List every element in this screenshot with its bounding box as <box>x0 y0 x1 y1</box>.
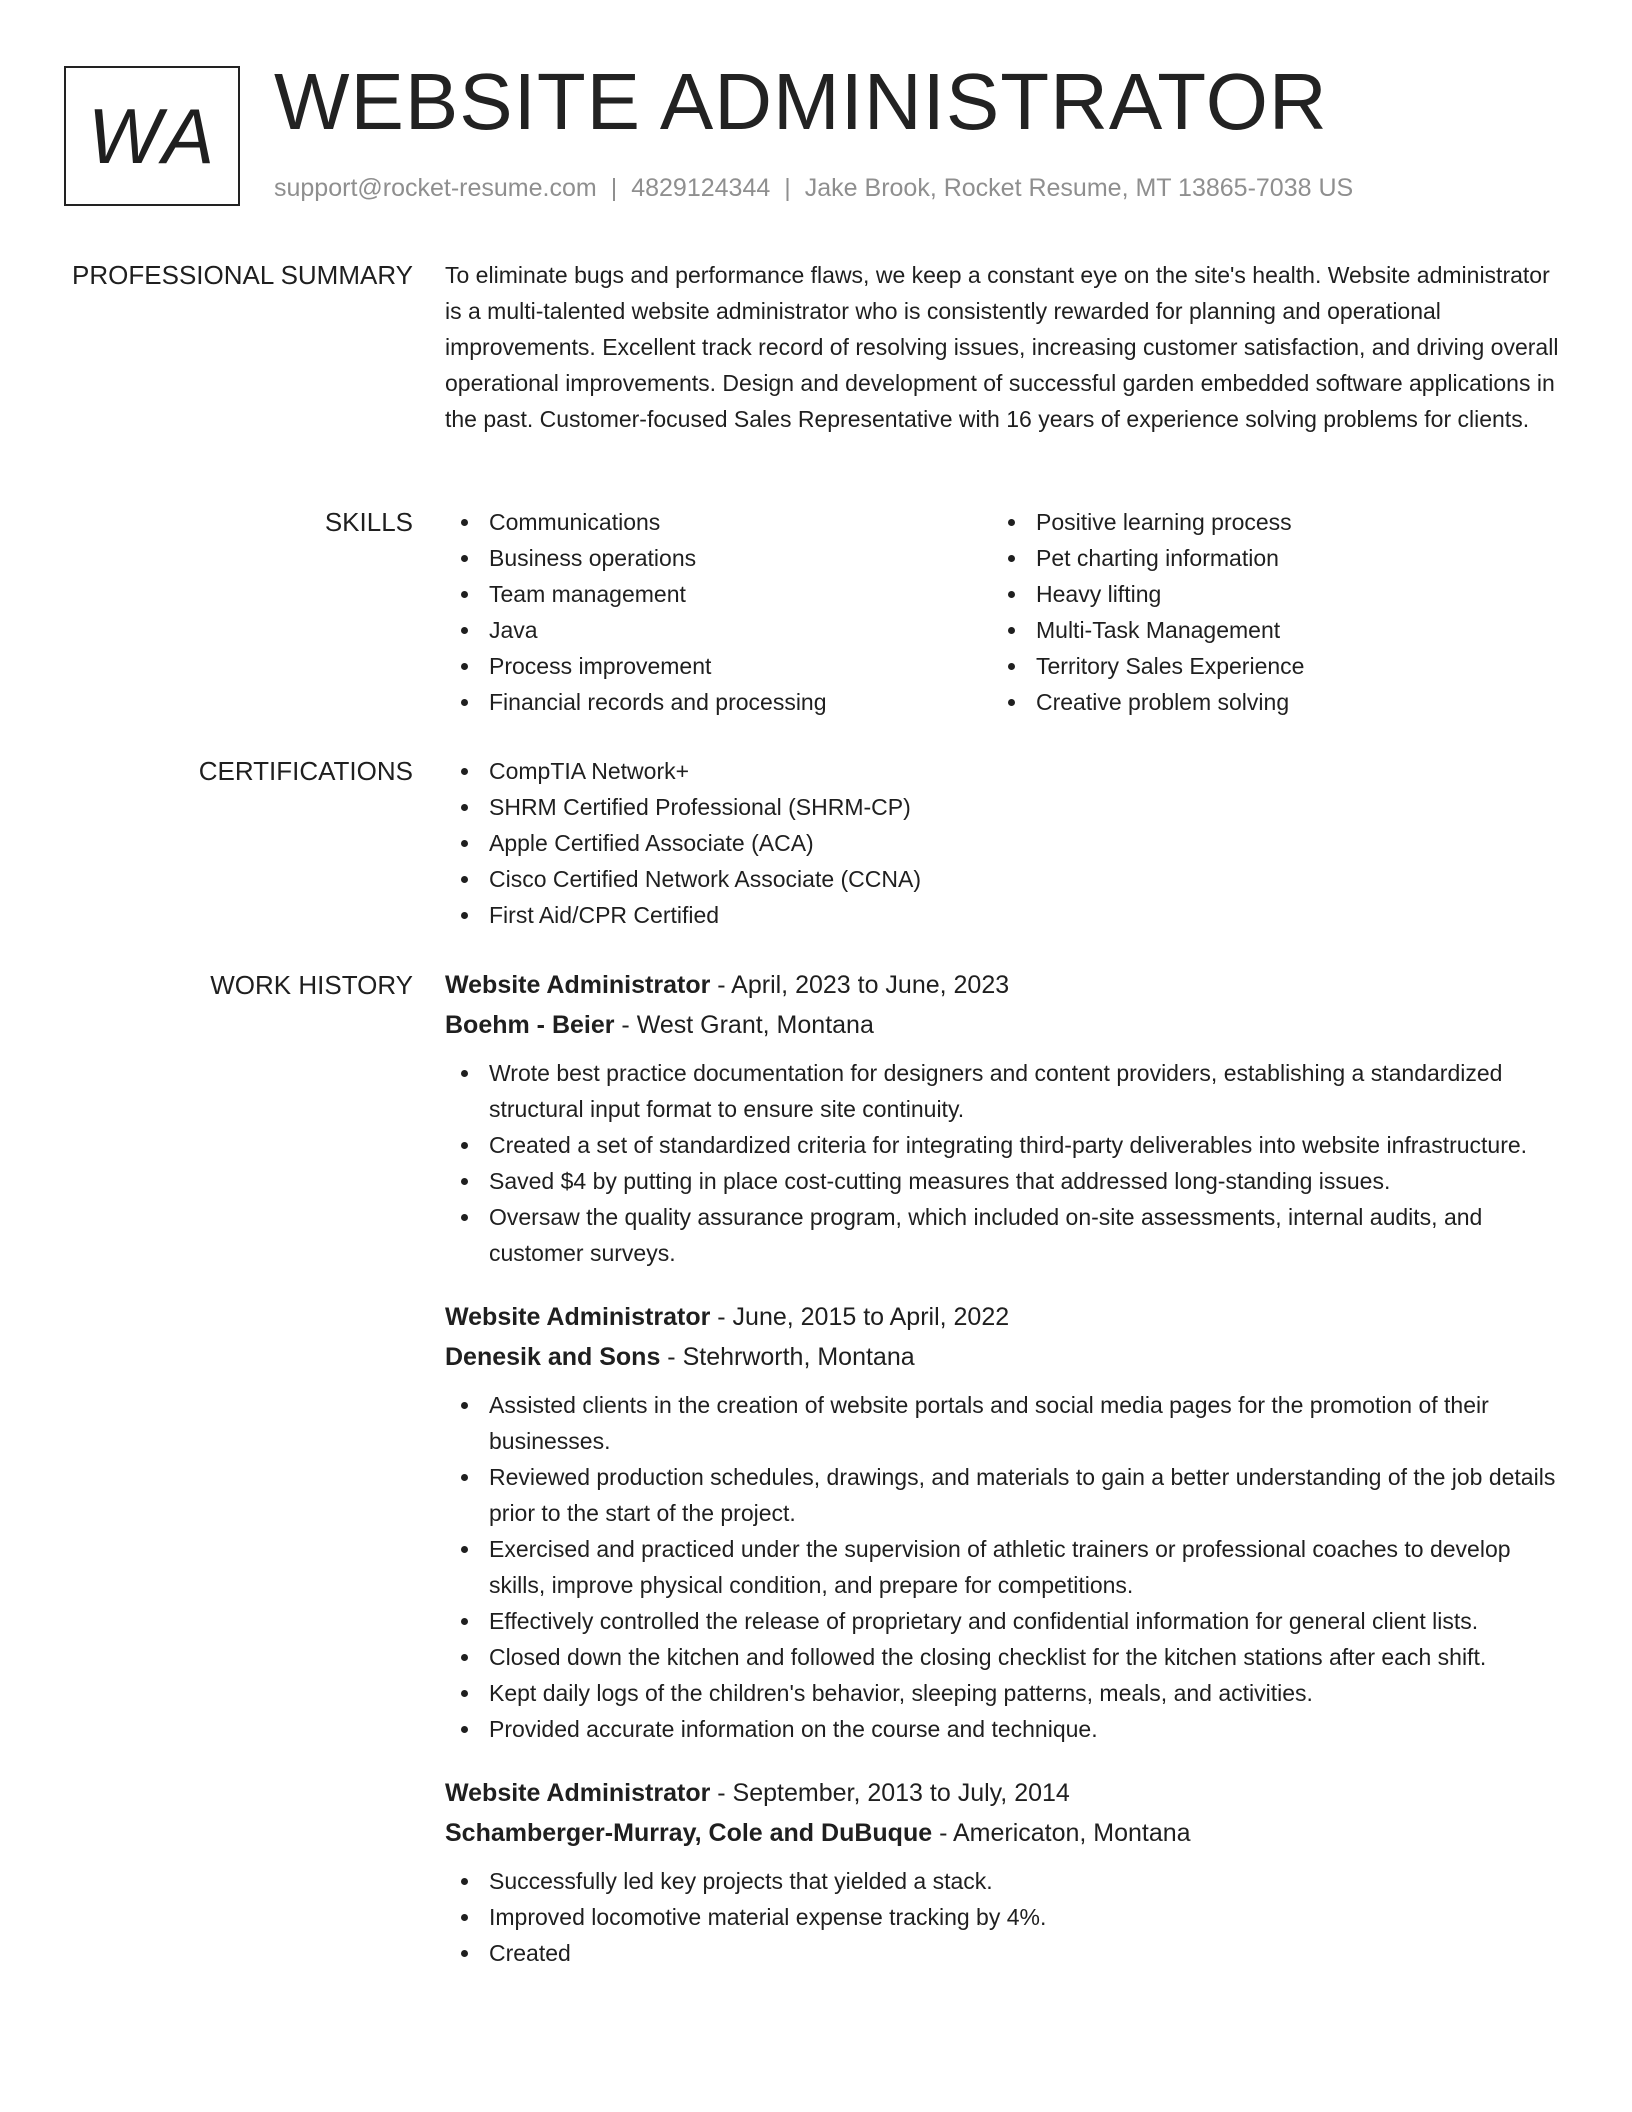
skill-item: Territory Sales Experience <box>1036 648 1539 684</box>
job-bullet: Closed down the kitchen and followed the closing checklist for the kitchen stations after each shift. <box>489 1639 1565 1675</box>
certification-item: First Aid/CPR Certified <box>489 897 1565 933</box>
skills-column-right <box>992 504 1539 720</box>
job-bullet: Created <box>489 1935 1565 1971</box>
certifications-heading: CERTIFICATIONS <box>198 756 413 786</box>
work-history-heading: WORK HISTORY <box>210 970 413 1000</box>
job-bullet: Saved $4 by putting in place cost-cutting measures that addressed long-standing issues. <box>489 1163 1565 1199</box>
skill-item: Process improvement <box>489 648 992 684</box>
skills-body <box>445 504 1565 720</box>
job-company-line <box>445 1005 1565 1045</box>
certification-item: CompTIA Network+ <box>489 753 1565 789</box>
job-entry <box>445 1297 1565 1747</box>
job-bullet: Exercised and practiced under the supervision of athletic trainers or professional coaches to develop skills, improve physical condition, and prepare for competitions. <box>489 1531 1565 1603</box>
job-company: Boehm - Beier <box>445 1011 615 1039</box>
job-entry <box>445 965 1565 1271</box>
job-location: - West Grant, Montana <box>614 1011 874 1039</box>
job-bullet: Improved locomotive material expense tracking by 4%. <box>489 1899 1565 1935</box>
job-location: - Stehrworth, Montana <box>660 1343 915 1371</box>
job-bullet: Effectively controlled the release of proprietary and confidential information for general client lists. <box>489 1603 1565 1639</box>
monogram-box <box>64 66 240 206</box>
job-bullet: Provided accurate information on the course and technique. <box>489 1711 1565 1747</box>
job-title-line <box>445 1773 1565 1813</box>
skill-item: Creative problem solving <box>1036 684 1539 720</box>
contact-address: Jake Brook, Rocket Resume, MT 13865-7038 US <box>804 174 1354 202</box>
skill-item: Communications <box>489 504 992 540</box>
job-bullet: Reviewed production schedules, drawings, and materials to gain a better understanding of the job details prior to the start of the project. <box>489 1459 1565 1531</box>
job-role: Website Administrator <box>445 1303 711 1331</box>
skill-item: Heavy lifting <box>1036 576 1539 612</box>
skill-item: Multi-Task Management <box>1036 612 1539 648</box>
contact-separator: | <box>610 174 618 202</box>
job-company-line <box>445 1337 1565 1377</box>
job-company: Schamberger-Murray, Cole and DuBuque <box>445 1819 933 1847</box>
certifications-body <box>445 753 1565 933</box>
job-dates: - September, 2013 to July, 2014 <box>710 1779 1070 1807</box>
skills-column-left <box>445 504 992 720</box>
skills-heading: SKILLS <box>324 507 413 537</box>
summary-text: To eliminate bugs and performance flaws, we keep a constant eye on the site's health. Website administrator is a multi-talented website administrator who is consistently rewarded for planning and operational improvements. Excellent track record of resolving issues, increasing customer satisfaction, and driving overall operational improvements. Design and development of successful garden embedded software applications in the past. Customer-focused Sales Representative with 16 years of experience solving problems for clients. <box>445 262 1559 432</box>
job-bullet: Created a set of standardized criteria for integrating third-party deliverables into website infrastructure. <box>489 1127 1565 1163</box>
skill-item: Business operations <box>489 540 992 576</box>
resume-name: WEBSITE ADMINISTRATOR <box>274 57 1328 146</box>
job-title-line <box>445 965 1565 1005</box>
job-dates: - June, 2015 to April, 2022 <box>710 1303 1010 1331</box>
contact-phone[interactable]: 4829124344 <box>631 174 771 202</box>
certification-item: SHRM Certified Professional (SHRM-CP) <box>489 789 1565 825</box>
job-company-line <box>445 1813 1565 1853</box>
job-bullet: Oversaw the quality assurance program, which included on-site assessments, internal audits, and customer surveys. <box>489 1199 1565 1271</box>
job-bullet: Assisted clients in the creation of website portals and social media pages for the promotion of their businesses. <box>489 1387 1565 1459</box>
job-role: Website Administrator <box>445 1779 711 1807</box>
work-history-body <box>445 965 1565 1997</box>
skill-item: Java <box>489 612 992 648</box>
job-bullet: Successfully led key projects that yielded a stack. <box>489 1863 1565 1899</box>
summary-heading: PROFESSIONAL SUMMARY <box>72 260 413 290</box>
contact-email[interactable]: support@rocket-resume.com <box>274 174 597 202</box>
job-title-line <box>445 1297 1565 1337</box>
job-location: - Americaton, Montana <box>932 1819 1191 1847</box>
job-bullet: Kept daily logs of the children's behavior, sleeping patterns, meals, and activities. <box>489 1675 1565 1711</box>
job-role: Website Administrator <box>445 971 711 999</box>
certification-item: Cisco Certified Network Associate (CCNA) <box>489 861 1565 897</box>
skill-item: Positive learning process <box>1036 504 1539 540</box>
job-entry <box>445 1773 1565 1971</box>
summary-body <box>445 257 1565 437</box>
skill-item: Financial records and processing <box>489 684 992 720</box>
job-company: Denesik and Sons <box>445 1343 661 1371</box>
skill-item: Pet charting information <box>1036 540 1539 576</box>
contact-line <box>274 174 1353 203</box>
certification-item: Apple Certified Associate (ACA) <box>489 825 1565 861</box>
contact-separator: | <box>784 174 791 202</box>
monogram-text: WA <box>87 92 217 180</box>
job-bullet: Wrote best practice documentation for designers and content providers, establishing a standardized structural input format to ensure site continuity. <box>489 1055 1565 1127</box>
skill-item: Team management <box>489 576 992 612</box>
job-dates: - April, 2023 to June, 2023 <box>710 971 1010 999</box>
